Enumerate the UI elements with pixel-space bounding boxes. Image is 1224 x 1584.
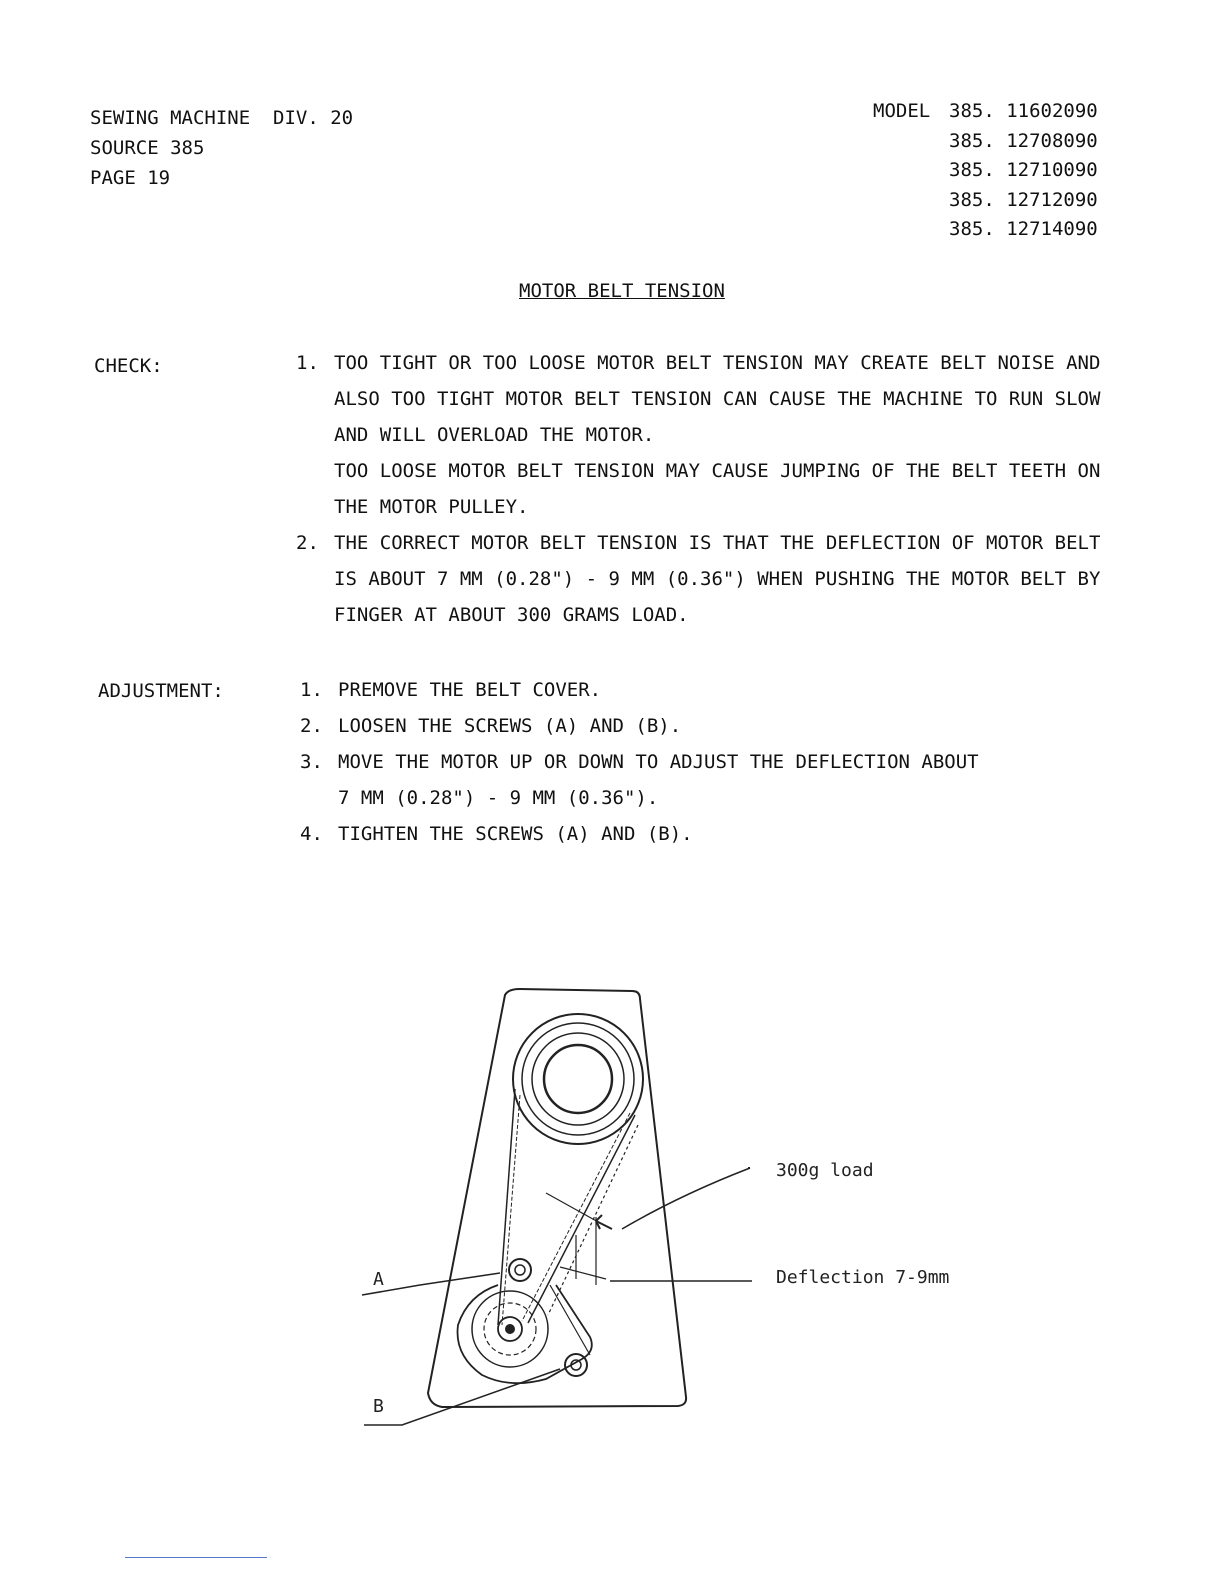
screw-b-icon [565,1354,587,1376]
item-number: 4. [300,823,323,845]
adjustment-item [300,708,979,744]
load-label: 300g load [776,1160,874,1181]
check-item [296,525,1100,633]
item-line: LOOSEN THE SCREWS (A) AND (B). [338,715,682,737]
adjustment-item [300,816,979,852]
footer-rule [125,1557,267,1558]
belt-cover-outline [362,989,752,1445]
motor-belt-diagram [350,985,1030,1445]
item-line: THE CORRECT MOTOR BELT TENSION IS THAT THE DEFLECTION OF MOTOR BELT [334,532,1101,554]
model-row [873,215,1098,245]
screw-a-icon [509,1259,531,1281]
item-line: FINGER AT ABOUT 300 GRAMS LOAD. [334,604,689,626]
header-page: PAGE 19 [90,167,171,189]
item-line: TOO LOOSE MOTOR BELT TENSION MAY CAUSE JUMPING OF THE BELT TEETH ON [334,460,1101,482]
model-label: MODEL [873,100,931,122]
item-number: 1. [300,679,323,701]
item-number: 2. [300,715,323,737]
item-line: THE MOTOR PULLEY. [334,496,529,518]
item-number: 1. [296,352,319,374]
item-line: TOO TIGHT OR TOO LOOSE MOTOR BELT TENSION MAY CREATE BELT NOISE AND [334,352,1101,374]
item-line: MOVE THE MOTOR UP OR DOWN TO ADJUST THE DEFLECTION ABOUT [338,751,979,773]
model-number: 385. 12710090 [949,159,1098,181]
item-line: TIGHTEN THE SCREWS (A) AND (B). [338,823,693,845]
belt-left [498,1089,515,1325]
adjustment-item [300,744,979,816]
model-row [873,97,1098,127]
page-title: MOTOR BELT TENSION [519,280,725,302]
item-line: IS ABOUT 7 MM (0.28") - 9 MM (0.36") WHEN PUSHING THE MOTOR BELT BY [334,568,1101,590]
item-line: PREMOVE THE BELT COVER. [338,679,602,701]
model-number: 385. 12712090 [949,188,1098,211]
adjustment-list [300,672,979,852]
label-a: A [373,1269,384,1290]
item-line: 7 MM (0.28") - 9 MM (0.36"). [338,787,659,809]
check-item [296,345,1100,525]
model-number: 385. 12714090 [949,218,1098,240]
deflection-label: Deflection 7-9mm [776,1267,950,1288]
model-number: 385. 11602090 [949,100,1098,122]
model-list [873,97,1098,245]
header-left [90,103,353,193]
item-line: AND WILL OVERLOAD THE MOTOR. [334,424,655,446]
check-list [296,345,1100,633]
belt-right [528,1115,635,1323]
model-row [873,186,1098,216]
check-label: CHECK: [94,355,163,377]
model-row [873,127,1098,157]
item-number: 3. [300,751,323,773]
adjustment-item [300,672,979,708]
label-b: B [373,1396,384,1417]
model-row [873,156,1098,186]
item-line: ALSO TOO TIGHT MOTOR BELT TENSION CAN CAUSE THE MACHINE TO RUN SLOW [334,388,1101,410]
model-number: 385. 12708090 [949,129,1098,152]
item-number: 2. [296,532,319,554]
adjustment-label: ADJUSTMENT: [98,680,224,702]
header-source: SOURCE 385 [90,137,205,159]
header-division: SEWING MACHINE DIV. 20 [90,107,354,129]
upper-pulley-hub [544,1045,612,1113]
